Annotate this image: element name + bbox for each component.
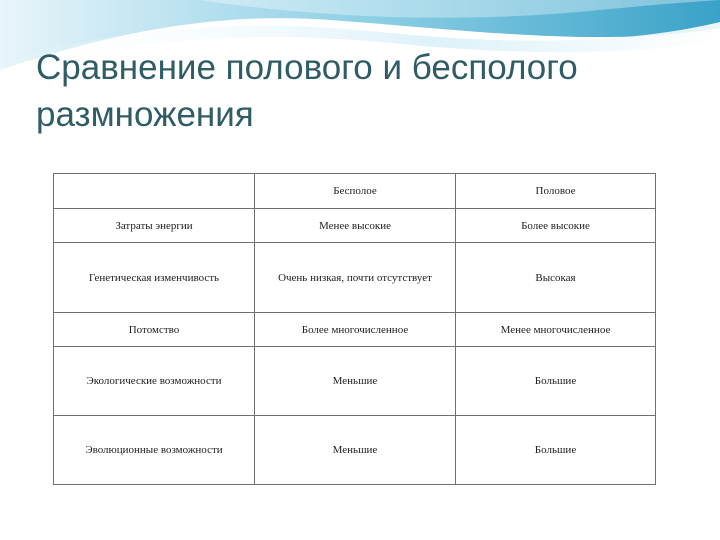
table-cell: Большие [456, 416, 656, 485]
table-header-row [54, 174, 656, 209]
table-cell: Высокая [456, 243, 656, 313]
header-cell-asexual: Бесполое [255, 174, 456, 209]
table-row [54, 209, 656, 243]
row-label: Генетическая изменчивость [54, 243, 255, 313]
header-cell-sexual: Половое [456, 174, 656, 209]
table-cell: Очень низкая, почти отсутствует [255, 243, 456, 313]
table-cell: Большие [456, 347, 656, 416]
table-cell: Менее высокие [255, 209, 456, 243]
table-cell: Более многочисленное [255, 313, 456, 347]
table-row [54, 243, 656, 313]
header-cell-empty [54, 174, 255, 209]
table-cell: Меньшие [255, 416, 456, 485]
slide-title: Сравнение полового и бесполого размножения [36, 48, 578, 134]
row-label: Затраты энергии [54, 209, 255, 243]
row-label: Эволюционные возможности [54, 416, 255, 485]
table-row [54, 313, 656, 347]
table-row [54, 347, 656, 416]
comparison-table [53, 173, 656, 485]
table-cell: Менее многочисленное [456, 313, 656, 347]
row-label: Потомство [54, 313, 255, 347]
table-cell: Меньшие [255, 347, 456, 416]
table-row [54, 416, 656, 485]
table-cell: Более высокие [456, 209, 656, 243]
row-label: Экологические возможности [54, 347, 255, 416]
